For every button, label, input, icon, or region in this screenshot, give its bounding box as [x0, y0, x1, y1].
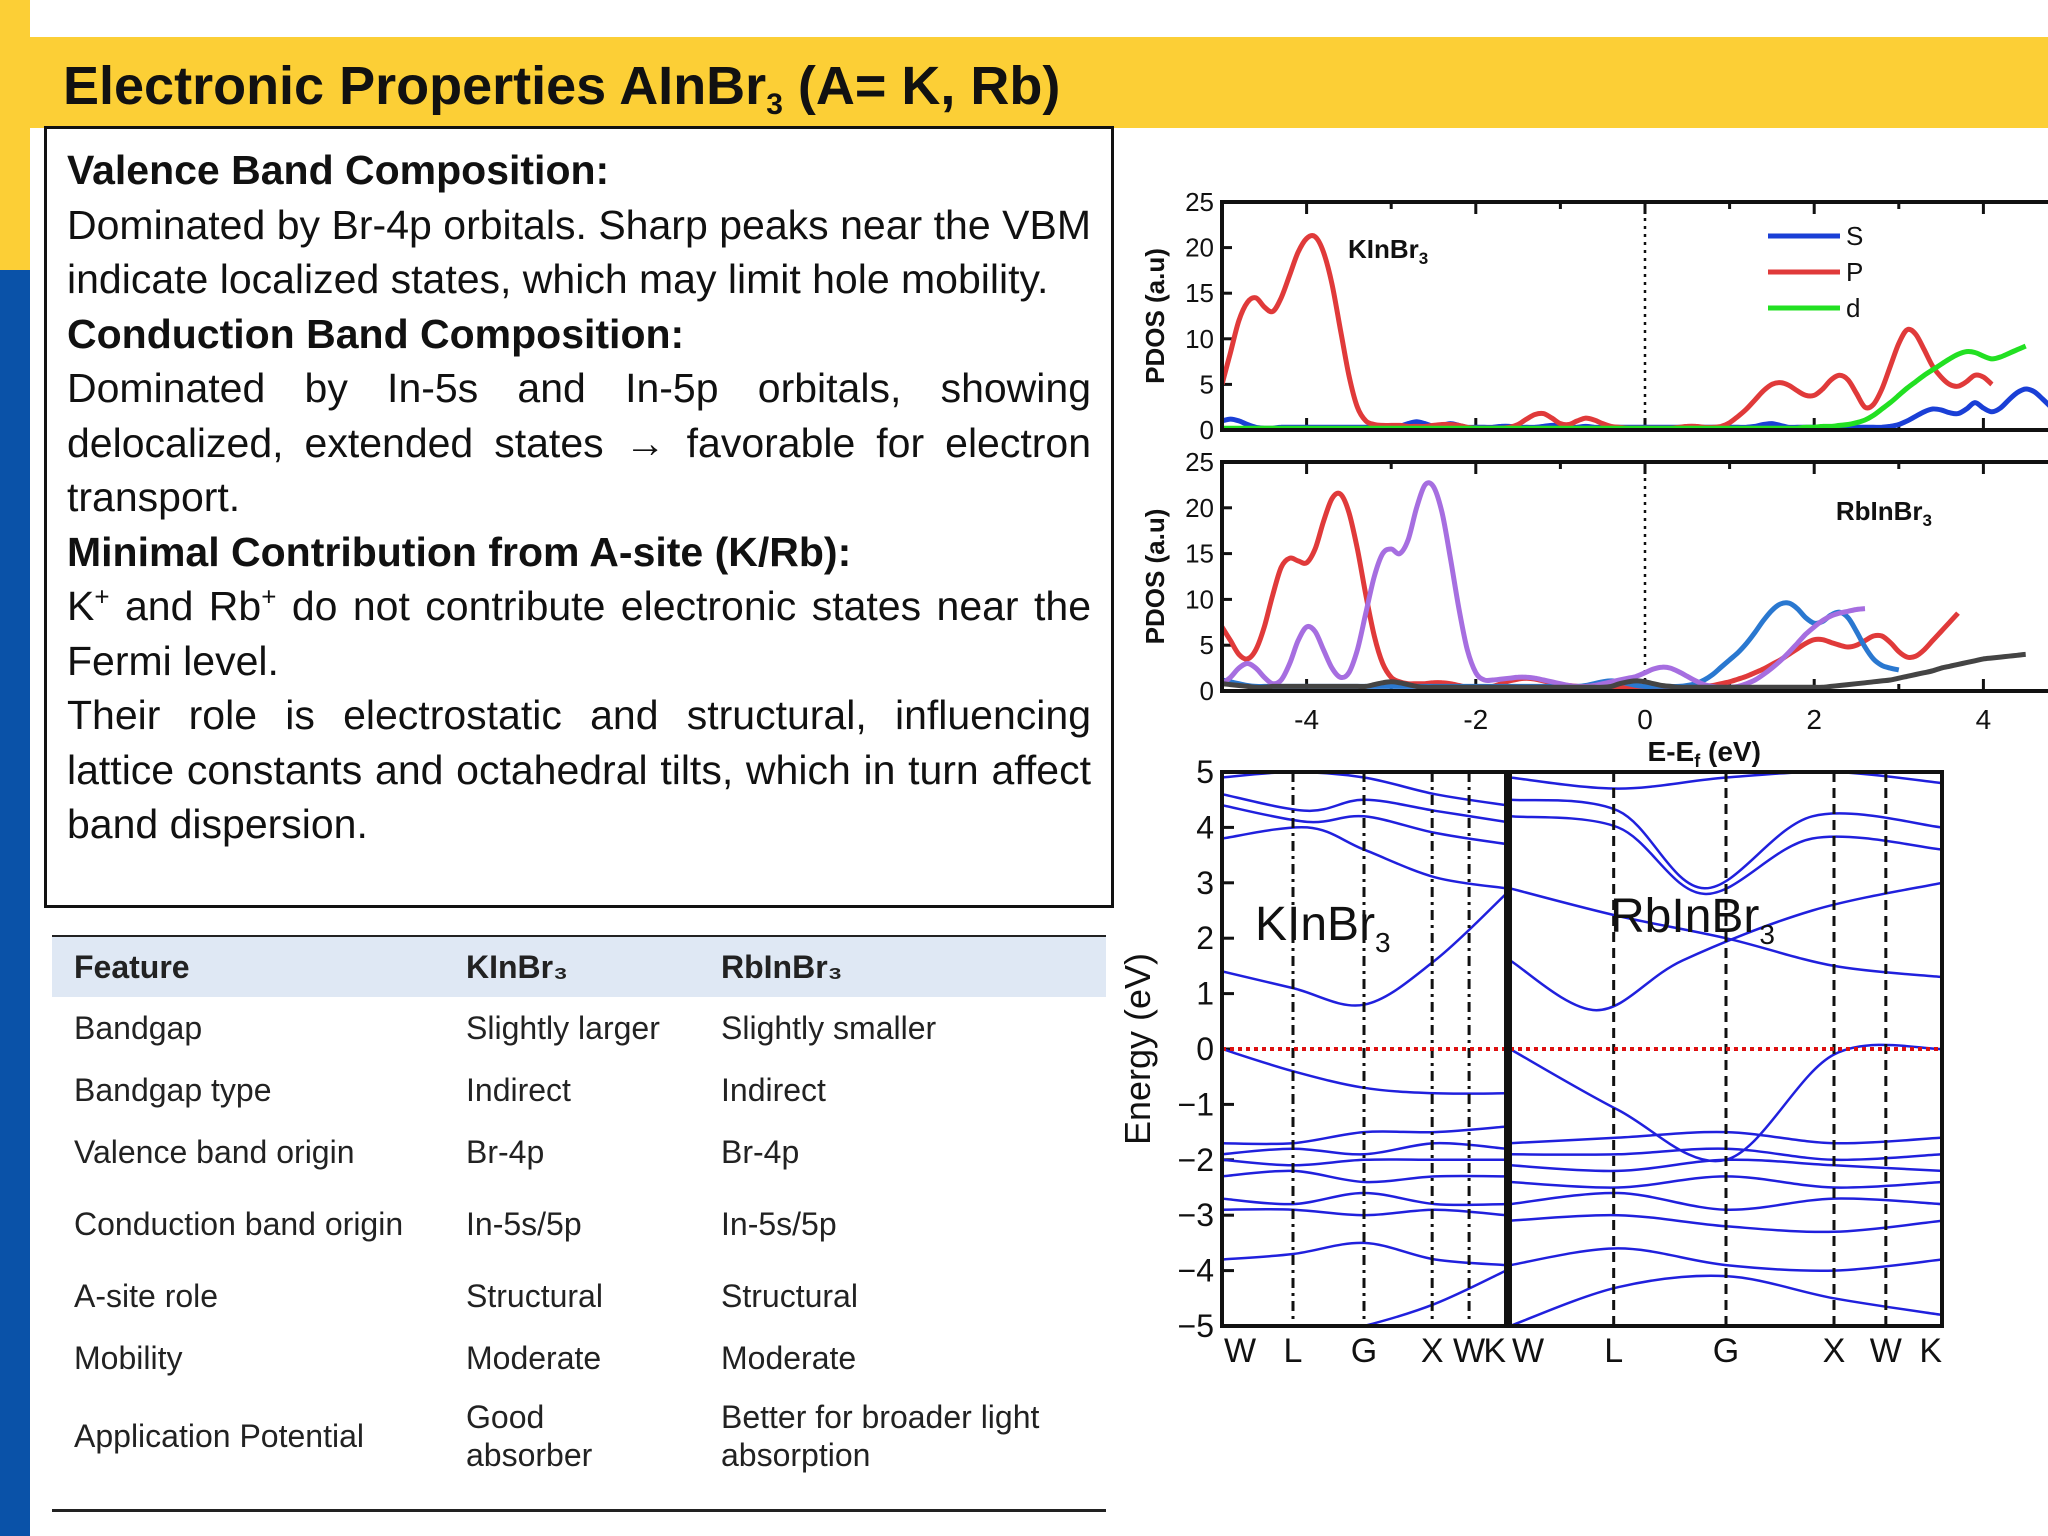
band-panel-label-main: KInBr: [1255, 898, 1376, 951]
kpoint-label: L: [1283, 1332, 1303, 1370]
y-axis-label: Energy (eV): [1117, 952, 1158, 1146]
y-tick-label: 25: [1185, 187, 1214, 217]
table-cell: Good absorber: [466, 1399, 593, 1473]
y-tick-label: 4: [1196, 809, 1214, 846]
y-tick-label: −3: [1177, 1197, 1214, 1234]
table-row: [52, 1389, 1106, 1483]
x-axis-label-main: E-E: [1647, 736, 1695, 767]
kpoint-label: G: [1712, 1332, 1740, 1370]
table-row: [52, 1121, 1106, 1183]
table-row: [52, 1265, 1106, 1327]
pdos-rbinbr3-chart: [1110, 440, 1990, 770]
y-tick-label: 5: [1199, 630, 1214, 661]
y-tick-label: 20: [1185, 232, 1214, 263]
table-row: [52, 1327, 1106, 1389]
y-tick-label: 3: [1196, 864, 1214, 901]
table-cell: Indirect: [466, 1072, 571, 1108]
y-tick-label: 0: [1199, 676, 1214, 706]
asite-text-plus-1: +: [94, 581, 110, 612]
x-axis-label-sub: f: [1694, 751, 1701, 771]
conduction-text: Dominated by In-5s and In-5p orbitals, showing delocalized, extended states → favorable for electron transport.: [67, 365, 1091, 520]
table-cell: Structural: [466, 1278, 603, 1314]
y-tick-label: 15: [1185, 278, 1214, 309]
kpoint-label: L: [1604, 1332, 1624, 1370]
legend-label-S: S: [1846, 221, 1864, 251]
kpoint-label: W: [1453, 1332, 1486, 1370]
y-tick-label: −1: [1177, 1086, 1214, 1123]
y-tick-label: 5: [1199, 369, 1214, 400]
table-cell: Bandgap type: [74, 1072, 272, 1108]
x-tick-label: -4: [1294, 704, 1320, 735]
table-cell: Slightly smaller: [721, 1010, 937, 1046]
accent-top-left: [0, 0, 30, 270]
series-line-d: [1222, 346, 2026, 428]
table-cell: In-5s/5p: [721, 1206, 837, 1242]
y-tick-label: 15: [1185, 538, 1214, 569]
kpoint-label: X: [1822, 1332, 1846, 1370]
series-line-S: [1222, 389, 2048, 428]
table-header-kinbr3: KInBr₃: [466, 948, 568, 985]
y-tick-label: 20: [1185, 492, 1214, 523]
x-tick-label: 2: [1806, 704, 1822, 735]
table-cell: Moderate: [721, 1340, 857, 1376]
band-panel-label-main: RbInBr: [1610, 890, 1760, 943]
table-header-row: [52, 937, 1106, 997]
x-axis-label-tail: (eV): [1700, 736, 1761, 767]
table-row: [52, 997, 1106, 1059]
table-cell: Conduction band origin: [74, 1206, 404, 1242]
table-cell: Better for broader light absorption: [721, 1399, 1040, 1473]
compound-label-main: RbInBr: [1835, 496, 1923, 526]
compound-label-main: KInBr: [1348, 234, 1419, 264]
kpoint-label: K: [1919, 1332, 1942, 1370]
role-text: Their role is electrostatic and structural, influencing lattice constants and octahedral tilts, which in turn affect band dispersion.: [67, 692, 1091, 847]
conduction-heading: Conduction Band Composition:: [67, 310, 685, 357]
kpoint-label: K: [1483, 1332, 1506, 1370]
table-cell: Application Potential: [74, 1418, 364, 1454]
y-tick-label: 10: [1185, 584, 1214, 615]
kpoint-label: W: [1869, 1332, 1902, 1370]
table-cell: Indirect: [721, 1072, 826, 1108]
y-tick-label: 5: [1196, 754, 1214, 790]
kpoint-label: G: [1350, 1332, 1378, 1370]
x-tick-label: 0: [1637, 704, 1653, 735]
kpoint-label: W: [1224, 1332, 1257, 1370]
slide-title-subscript: 3: [766, 88, 783, 121]
slide-title-tail: (A= K, Rb): [782, 56, 1061, 116]
series-line-2: [1222, 483, 1865, 688]
y-axis-label: PDOS (a.u): [1140, 248, 1170, 384]
table-row: [52, 1059, 1106, 1121]
band-structure-chart: [1110, 750, 1990, 1380]
table-cell: Slightly larger: [466, 1010, 660, 1046]
compound-label: [1348, 234, 1428, 268]
asite-text-plus-2: +: [261, 581, 277, 612]
table-header-feature: Feature: [74, 948, 190, 985]
asite-heading: Minimal Contribution from A-site (K/Rb):: [67, 528, 852, 575]
asite-text-and: and Rb: [109, 583, 262, 629]
plot-frame: [1222, 202, 2048, 430]
asite-text-rest: do not contribute electronic states near the Fermi level.: [67, 583, 1091, 684]
asite-text: [67, 579, 1091, 688]
series-line-P: [1222, 236, 1992, 429]
y-tick-label: −5: [1177, 1308, 1214, 1344]
plot-frame: [1222, 462, 2048, 691]
comparison-table: [52, 937, 1106, 1483]
y-tick-label: −4: [1177, 1252, 1214, 1289]
y-tick-label: −2: [1177, 1141, 1214, 1178]
x-tick-label: 4: [1975, 704, 1992, 735]
description-box: [44, 126, 1114, 908]
table-row: [52, 1183, 1106, 1265]
slide-title: [63, 54, 1060, 137]
table-cell: Bandgap: [74, 1010, 203, 1046]
accent-left-bar: [0, 270, 30, 1536]
band-panel-label: [1610, 890, 1775, 950]
table-bottom-rule: [52, 1509, 1106, 1512]
asite-text-k: K: [67, 583, 95, 629]
table-cell: Valence band origin: [74, 1134, 355, 1170]
y-tick-label: 0: [1199, 415, 1214, 445]
compound-label-sub: 3: [1922, 511, 1932, 530]
valence-heading: Valence Band Composition:: [67, 147, 610, 193]
table-cell: Br-4p: [466, 1134, 545, 1170]
compound-label-sub: 3: [1418, 249, 1429, 268]
table-cell: Moderate: [466, 1340, 602, 1376]
band-panel-label-sub: 3: [1759, 919, 1775, 950]
y-tick-label: 2: [1196, 920, 1214, 957]
table-header-rbinbr3: RbInBr₃: [721, 948, 843, 985]
legend-label-d: d: [1846, 293, 1861, 323]
kpoint-label: W: [1512, 1332, 1545, 1370]
band-panel-label-sub: 3: [1375, 927, 1391, 958]
x-tick-label: -2: [1463, 704, 1489, 735]
valence-text: Dominated by Br-4p orbitals. Sharp peaks near the VBM indicate localized states, which may limit hole mobility.: [67, 201, 1091, 302]
slide-title-main: Electronic Properties AInBr: [63, 56, 767, 116]
y-tick-label: 10: [1185, 323, 1214, 354]
band-panel-label: [1255, 898, 1391, 958]
kpoint-label: X: [1420, 1332, 1444, 1370]
table-cell: Mobility: [74, 1340, 183, 1376]
table-cell: Structural: [721, 1278, 858, 1314]
table-cell: A-site role: [74, 1278, 219, 1314]
compound-label: [1836, 496, 1932, 530]
y-tick-label: 0: [1196, 1031, 1214, 1067]
pdos-kinbr3-chart: [1110, 180, 1990, 445]
table-cell: In-5s/5p: [466, 1206, 582, 1242]
series-line-3: [1222, 654, 2026, 687]
legend-label-P: P: [1846, 257, 1864, 287]
y-tick-label: 1: [1196, 975, 1214, 1012]
y-axis-label: PDOS (a.u): [1140, 508, 1170, 645]
table-cell: Br-4p: [721, 1134, 800, 1170]
y-tick-label: 25: [1185, 447, 1214, 477]
